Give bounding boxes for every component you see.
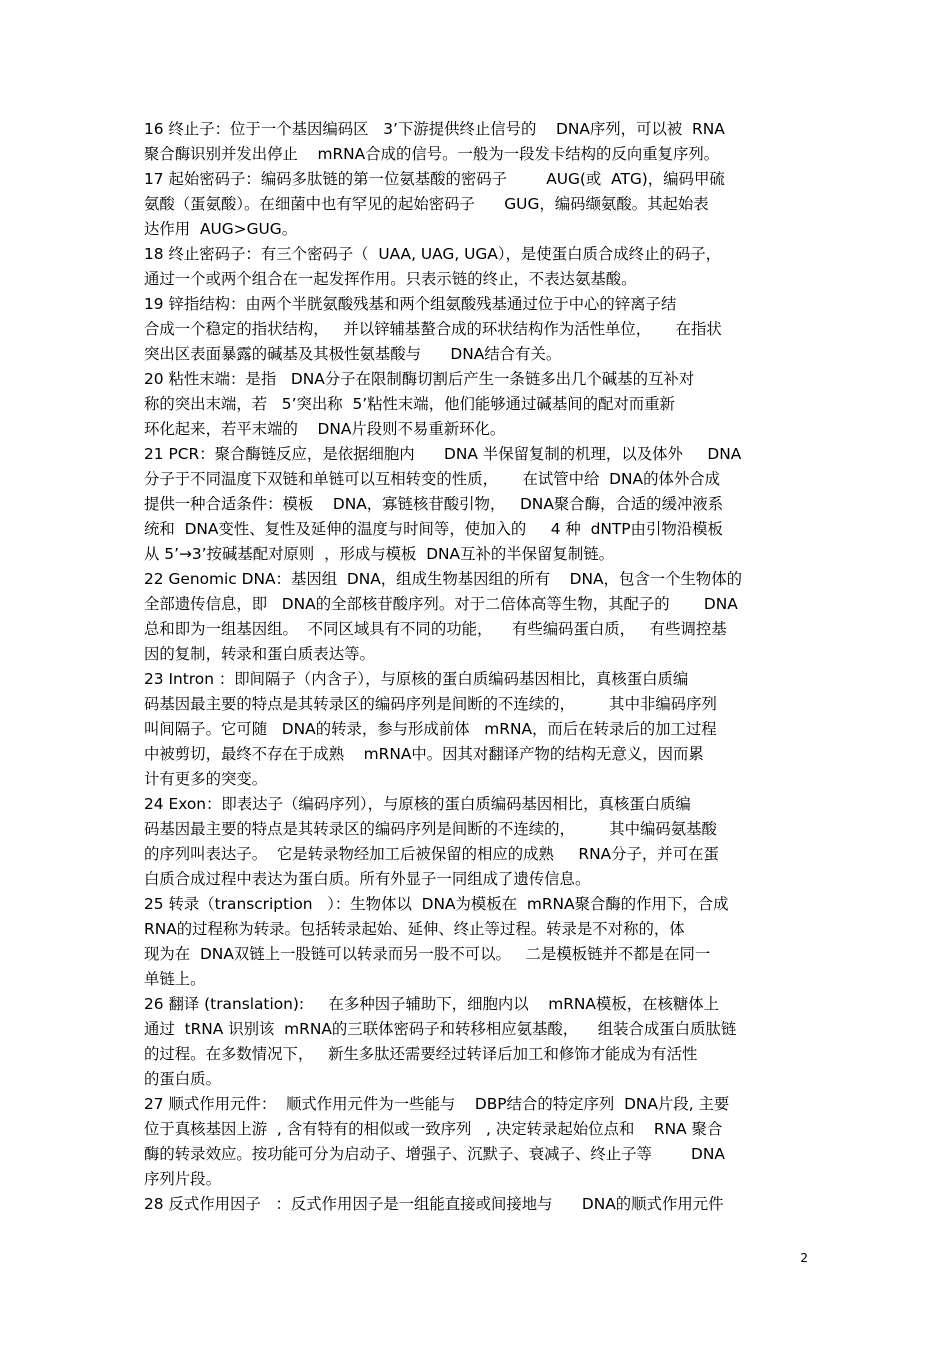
text-line: 23 Intron ：即间隔子（内含子），与原核的蛋白质编码基因相比，真核蛋白质编 [144,670,689,688]
text-line: 分子于不同温度下双链和单链可以互相转变的性质， 在试管中给 DNA的体外合成 [144,470,721,488]
text-line: 19 锌指结构：由两个半胱氨酸残基和两个组氨酸残基通过位于中心的锌离子结 [144,295,677,313]
text-line: 序列片段。 [144,1170,221,1188]
text-line: 24 Exon：即表达子（编码序列），与原核的蛋白质编码基因相比，真核蛋白质编 [144,795,691,813]
text-line: 通过 tRNA 识别该 mRNA的三联体密码子和转移相应氨基酸， 组装合成蛋白质肽链 [144,1020,737,1038]
text-line: 码基因最主要的特点是其转录区的编码序列是间断的不连续的， 其中非编码序列 [144,695,717,713]
text-line: 20 粘性末端：是指 DNA分子在限制酶切割后产生一条链多出几个碱基的互补对 [144,370,695,388]
page-number: 2 [800,1251,808,1265]
text-line: 21 PCR：聚合酶链反应，是依据细胞内 DNA 半保留复制的机理，以及体外 DNA [144,445,742,463]
text-line: 氨酸（蛋氨酸）。在细菌中也有罕见的起始密码子 GUG，编码缬氨酸。其起始表 [144,195,709,213]
text-line: 22 Genomic DNA：基因组 DNA，组成生物基因组的所有 DNA，包含一个生物体的 [144,570,743,588]
text-line: 的序列叫表达子。 它是转录物经加工后被保留的相应的成熟 RNA分子，并可在蛋 [144,845,719,863]
text-line: 28 反式作用因子 ：反式作用因子是一组能直接或间接地与 DNA的顺式作用元件 [144,1195,724,1213]
text-line: 总和即为一组基因组。 不同区域具有不同的功能， 有些编码蛋白质， 有些调控基 [144,620,727,638]
text-line: 的蛋白质。 [144,1070,221,1088]
text-line: 通过一个或两个组合在一起发挥作用。只表示链的终止，不表达氨基酸。 [144,270,637,288]
text-line: 聚合酶识别并发出停止 mRNA合成的信号。一般为一段发卡结构的反向重复序列。 [144,145,720,163]
text-line: 位于真核基因上游 , 含有特有的相似或一致序列 , 决定转录起始位点和 RNA 聚合 [144,1120,723,1138]
text-line: 酶的转录效应。按功能可分为启动子、增强子、沉默子、衰减子、终止子等 DNA [144,1145,725,1163]
text-line: 全部遗传信息，即 DNA的全部核苷酸序列。对于二倍体高等生物，其配子的 DNA [144,595,738,613]
text-line: 白质合成过程中表达为蛋白质。所有外显子一同组成了遗传信息。 [144,870,591,888]
text-line: 因的复制，转录和蛋白质表达等。 [144,645,375,663]
text-line: 统和 DNA变性、复性及延伸的温度与时间等，使加入的 4 种 dNTP由引物沿模板 [144,520,723,538]
text-line: 称的突出末端，若 5’突出称 5’粘性末端，他们能够通过碱基间的配对而重新 [144,395,675,413]
text-line: 的过程。在多数情况下， 新生多肽还需要经过转译后加工和修饰才能成为有活性 [144,1045,698,1063]
text-line: 26 翻译 (translation): 在多种因子辅助下，细胞内以 mRNA模板，在核糖体上 [144,995,720,1013]
text-line: 18 终止密码子：有三个密码子（ UAA, UAG, UGA），是使蛋白质合成终止的码子， [144,245,721,263]
text-line: 环化起来，若平末端的 DNA片段则不易重新环化。 [144,420,506,438]
text-line: 突出区表面暴露的碱基及其极性氨基酸与 DNA结合有关。 [144,345,562,363]
text-line: 合成一个稳定的指状结构， 并以锌辅基螯合成的环状结构作为活性单位， 在指状 [144,320,722,338]
text-line: 16 终止子：位于一个基因编码区 3’下游提供终止信号的 DNA序列，可以被 RNA [144,120,725,138]
text-line: 17 起始密码子：编码多肽链的第一位氨基酸的密码子 AUG(或 ATG)，编码甲硫 [144,170,725,188]
text-line: 提供一种合适条件：模板 DNA，寡链核苷酸引物， DNA聚合酶，合适的缓冲液系 [144,495,724,513]
text-line: 达作用 AUG>GUG。 [144,220,298,238]
text-line: 计有更多的突变。 [144,770,268,788]
text-line: 从 5’→3’按碱基配对原则 ，形成与模板 DNA互补的半保留复制链。 [144,545,614,563]
text-line: 27 顺式作用元件： 顺式作用元件为一些能与 DBP结合的特定序列 DNA片段, 主要 [144,1095,730,1113]
text-line: 叫间隔子。它可随 DNA的转录，参与形成前体 mRNA，而后在转录后的加工过程 [144,720,717,738]
text-line: 单链上。 [144,970,206,988]
text-line: RNA的过程称为转录。包括转录起始、延伸、终止等过程。转录是不对称的，体 [144,920,685,938]
text-line: 25 转录（transcription ）：生物体以 DNA为模板在 mRNA聚合酶的作用下，合成 [144,895,729,913]
text-line: 码基因最主要的特点是其转录区的编码序列是间断的不连续的， 其中编码氨基酸 [144,820,717,838]
text-line: 中被剪切，最终不存在于成熟 mRNA中。因其对翻译产物的结构无意义，因而累 [144,745,704,763]
text-line: 现为在 DNA双链上一股链可以转录而另一股不可以。 二是模板链并不都是在同一 [144,945,711,963]
